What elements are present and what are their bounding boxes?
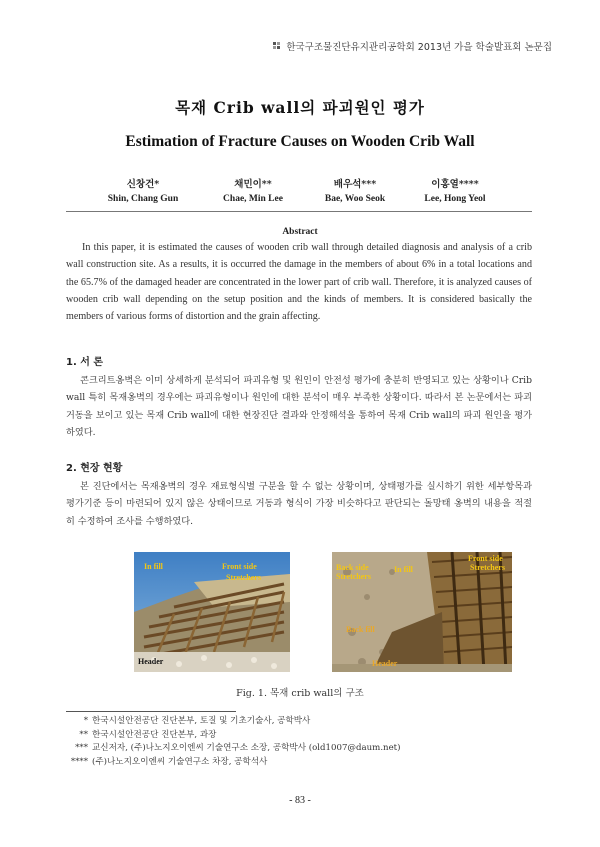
abstract-text: In this paper, it is estimated the causes of wooden crib wall through detailed diagnosis and analysis of a crib wall construction site. As a results, it is occurred the damage in the members of about 6% in a total locations and the 65.7% of the damaged header are concentrated in the lower part of crib wall. Therefore, it is analyzed causes of wooden crib wall depending on the setup position and the kinds of members. It is considered basically the members of various forms of distortion and the grain affecting. [66,242,532,323]
title-english: Estimation of Fracture Causes on Wooden Crib Wall [125,133,475,150]
label-back-stretchers: Stretchers [336,572,371,581]
author-name-en: Lee, Hong Yeol [424,194,486,204]
page-number: - 83 - [289,795,311,806]
author-3 [300,177,410,207]
figure-caption: Fig. 1. 목재 crib wall의 구조 [236,688,364,699]
author-name-ko: 채민이** [234,179,272,190]
footnote-mark: **** [70,756,88,767]
footnote-text: (주)나노지오이엔씨 기술연구소 차장, 공학석사 [92,756,268,767]
crib-wall-photo-left [134,552,290,672]
section-text: 본 진단에서는 목재옹벽의 경우 재료형식별 구분을 할 수 없는 상황이며, 상태평가를 실시하기 위한 세부항목과 평가기준 등이 마련되어 있지 않은 상태이므로 거동과 형식이 가장 비슷하다고 판단되는 돌망태 옹벽의 내용을 적절히 수정하여 조사를 수행하였다. [66,481,532,527]
author-name-en: Bae, Woo Seok [324,194,386,204]
running-header [273,39,552,53]
abstract-heading: Abstract [282,227,318,237]
author-name-en: Chae, Min Lee [223,194,283,204]
author-1 [88,177,198,207]
footnote-text: 한국시설안전공단 진단본부, 과장 [92,729,217,740]
author-name-ko: 신창건* [126,179,160,190]
author-name-ko: 이홍열**** [431,179,479,190]
section-heading: 2. 현장 현황 [66,463,123,474]
label-front-side: Front side [222,562,257,571]
footnote-mark: *** [75,743,88,753]
footnote-mark: * [83,716,88,726]
footnote [66,715,400,729]
footnote-text: 교신저자, (주)나노지오이엔씨 기술연구소 소장, 공학박사 (old1007@daum.net) [92,743,401,753]
title-korean: 목재 Crib wall의 파괴원인 평가 [175,98,425,117]
label-front-stretchers: Stretchers [470,563,505,572]
footnote [66,729,400,743]
author-4 [400,177,510,207]
label-infill-right: In fill [394,565,413,574]
conference-logo-icon [273,42,282,51]
footnote [66,742,400,756]
divider [66,211,532,212]
footnote-text: 한국시설안전공단 진단본부, 토질 및 기초기술사, 공학박사 [92,716,311,726]
section-text: 콘크리트옹벽은 이미 상세하게 분석되어 파괴유형 및 원인이 안전성 평가에 충분히 반영되고 있는 상황이나 Crib wall 특히 목재옹벽의 경우에는 파괴유형이나 원인에 대한 분석이 매우 부족한 상황이다. 따라서 본 논문에서는 파괴거동을 보이고 있는 목재 Crib wall에 대한 현장진단 결과와 안정해석을 통하여 목재 Crib wall의 파괴 원인을 평가하였다. [66,375,532,439]
label-back-side: Back side [336,563,369,572]
author-2 [198,177,308,207]
label-infill: In fill [144,562,163,571]
author-name-ko: 배우석*** [333,179,377,190]
label-front-side-right: Front side [468,554,503,563]
section-heading: 1. 서 론 [66,357,104,368]
label-backfill: Back fill [346,625,375,634]
footnotes [66,715,400,769]
label-header: Header [138,657,164,666]
conference-title: 한국구조물진단유지관리공학회 2013년 가을 학술발표회 논문집 [286,42,552,53]
label-stretchers: Stretchers [226,573,261,582]
author-name-en: Shin, Chang Gun [107,194,179,204]
footnote-mark: ** [79,729,88,740]
crib-wall-photo-right [332,552,512,672]
label-header-right: Header [372,659,398,668]
footnote-divider [66,711,236,712]
footnote [66,756,400,770]
